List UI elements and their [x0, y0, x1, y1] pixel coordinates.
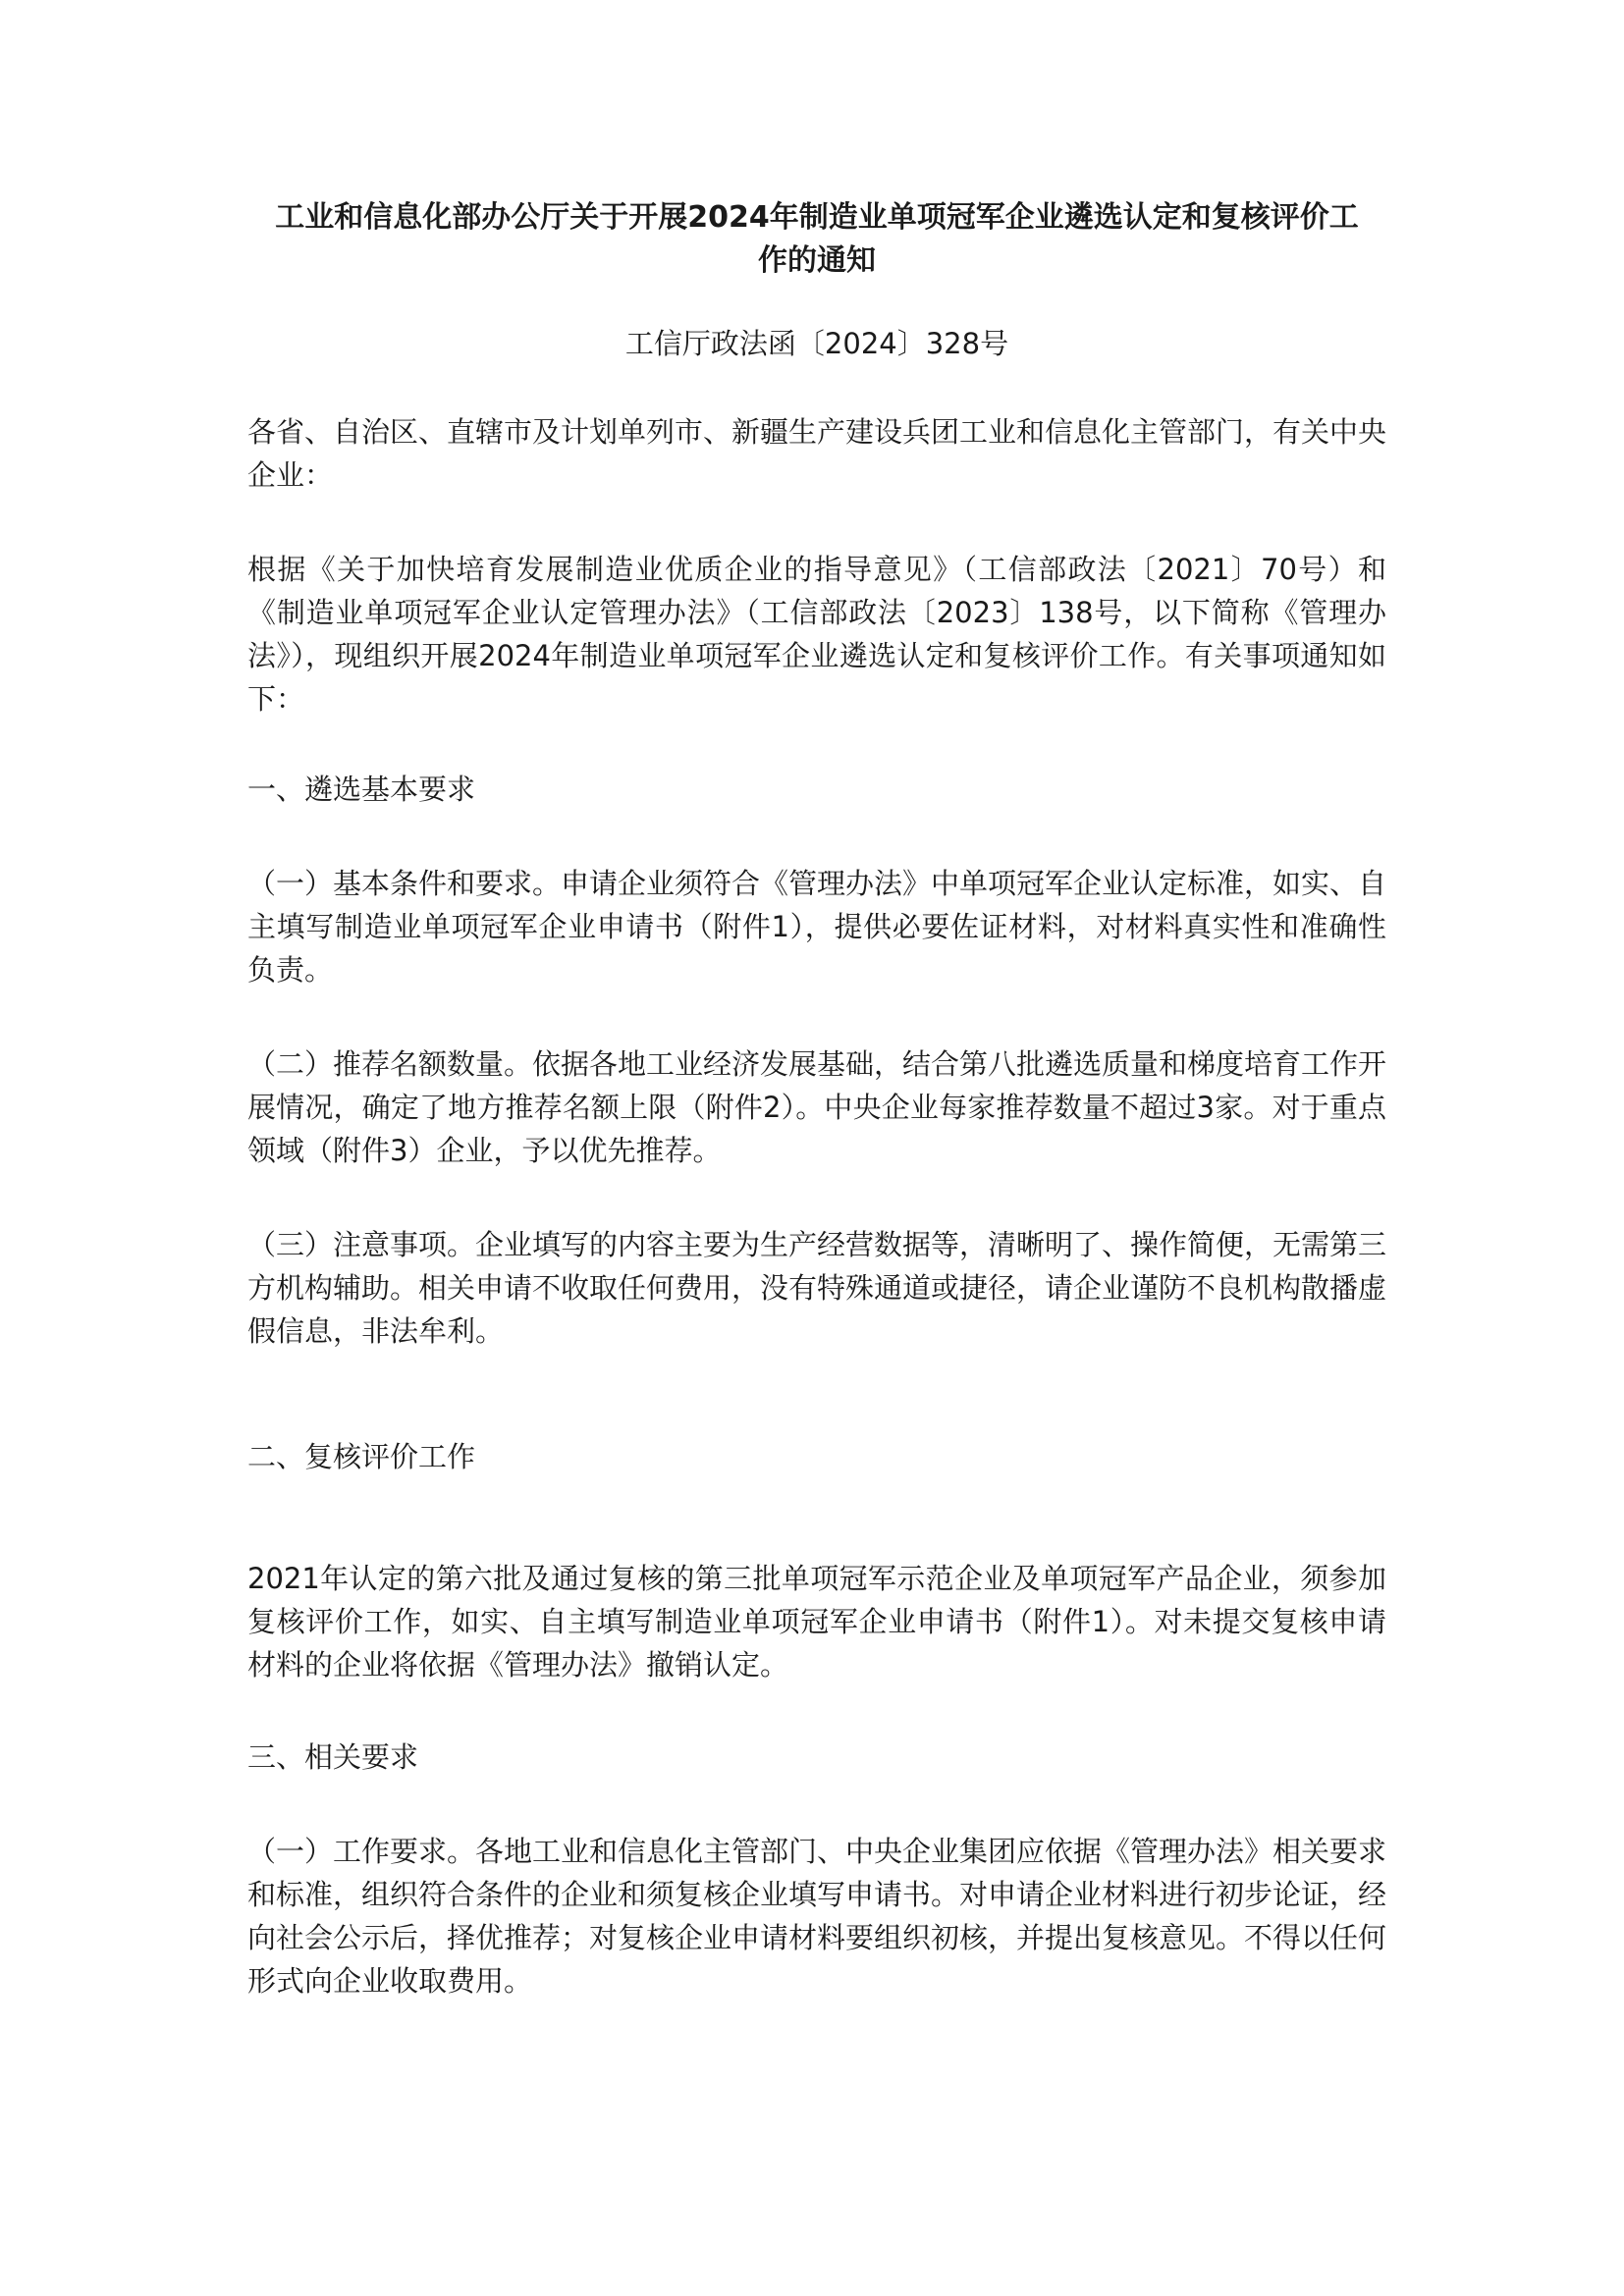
addressee-paragraph: 各省、自治区、直辖市及计划单列市、新疆生产建设兵团工业和信息化主管部门，有关中央企业： [247, 415, 1387, 492]
intro-paragraph: 根据《关于加快培育发展制造业优质企业的指导意见》（工信部政法〔2021〕70号）和《制造业单项冠军企业认定管理办法》（工信部政法〔2023〕138号，以下简称《管理办法》），现组织开展2024年制造业单项冠军企业遴选认定和复核评价工作。有关事项通知如下： [247, 553, 1386, 716]
section-3-item-1: （一）工作要求。各地工业和信息化主管部门、中央企业集团应依据《管理办法》相关要求和标准，组织符合条件的企业和须复核企业填写申请书。对申请企业材料进行初步论证，经向社会公示后，择优推荐；对复核企业申请材料要组织初核，并提出复核意见。不得以任何形式向企业收取费用。 [247, 1835, 1387, 1998]
document-title: 工业和信息化部办公厅关于开展2024年制造业单项冠军企业遴选认定和复核评价工作的通知 [275, 200, 1359, 278]
section-1-item-3: （三）注意事项。企业填写的内容主要为生产经营数据等，清晰明了、操作简便，无需第三方机构辅助。相关申请不收取任何费用，没有特殊通道或捷径，请企业谨防不良机构散播虚假信息，非法牟利。 [247, 1228, 1387, 1348]
document-number: 工信厅政法函〔2024〕328号 [624, 327, 1009, 360]
section-2-heading: 二、复核评价工作 [247, 1440, 476, 1473]
section-1-item-1: （一）基本条件和要求。申请企业须符合《管理办法》中单项冠军企业认定标准，如实、自主填写制造业单项冠军企业申请书（附件1），提供必要佐证材料，对材料真实性和准确性负责。 [247, 867, 1387, 987]
document-page [247, 196, 1386, 2002]
section-1-item-2: （二）推荐名额数量。依据各地工业经济发展基础，结合第八批遴选质量和梯度培育工作开展情况，确定了地方推荐名额上限（附件2）。中央企业每家推荐数量不超过3家。对于重点领域（附件3）企业，予以优先推荐。 [247, 1047, 1387, 1167]
section-1-heading: 一、遴选基本要求 [247, 773, 476, 806]
section-3-heading: 三、相关要求 [247, 1740, 419, 1774]
section-2-body: 2021年认定的第六批及通过复核的第三批单项冠军示范企业及单项冠军产品企业，须参加复核评价工作，如实、自主填写制造业单项冠军企业申请书（附件1）。对未提交复核申请材料的企业将依据《管理办法》撤销认定。 [247, 1562, 1386, 1682]
